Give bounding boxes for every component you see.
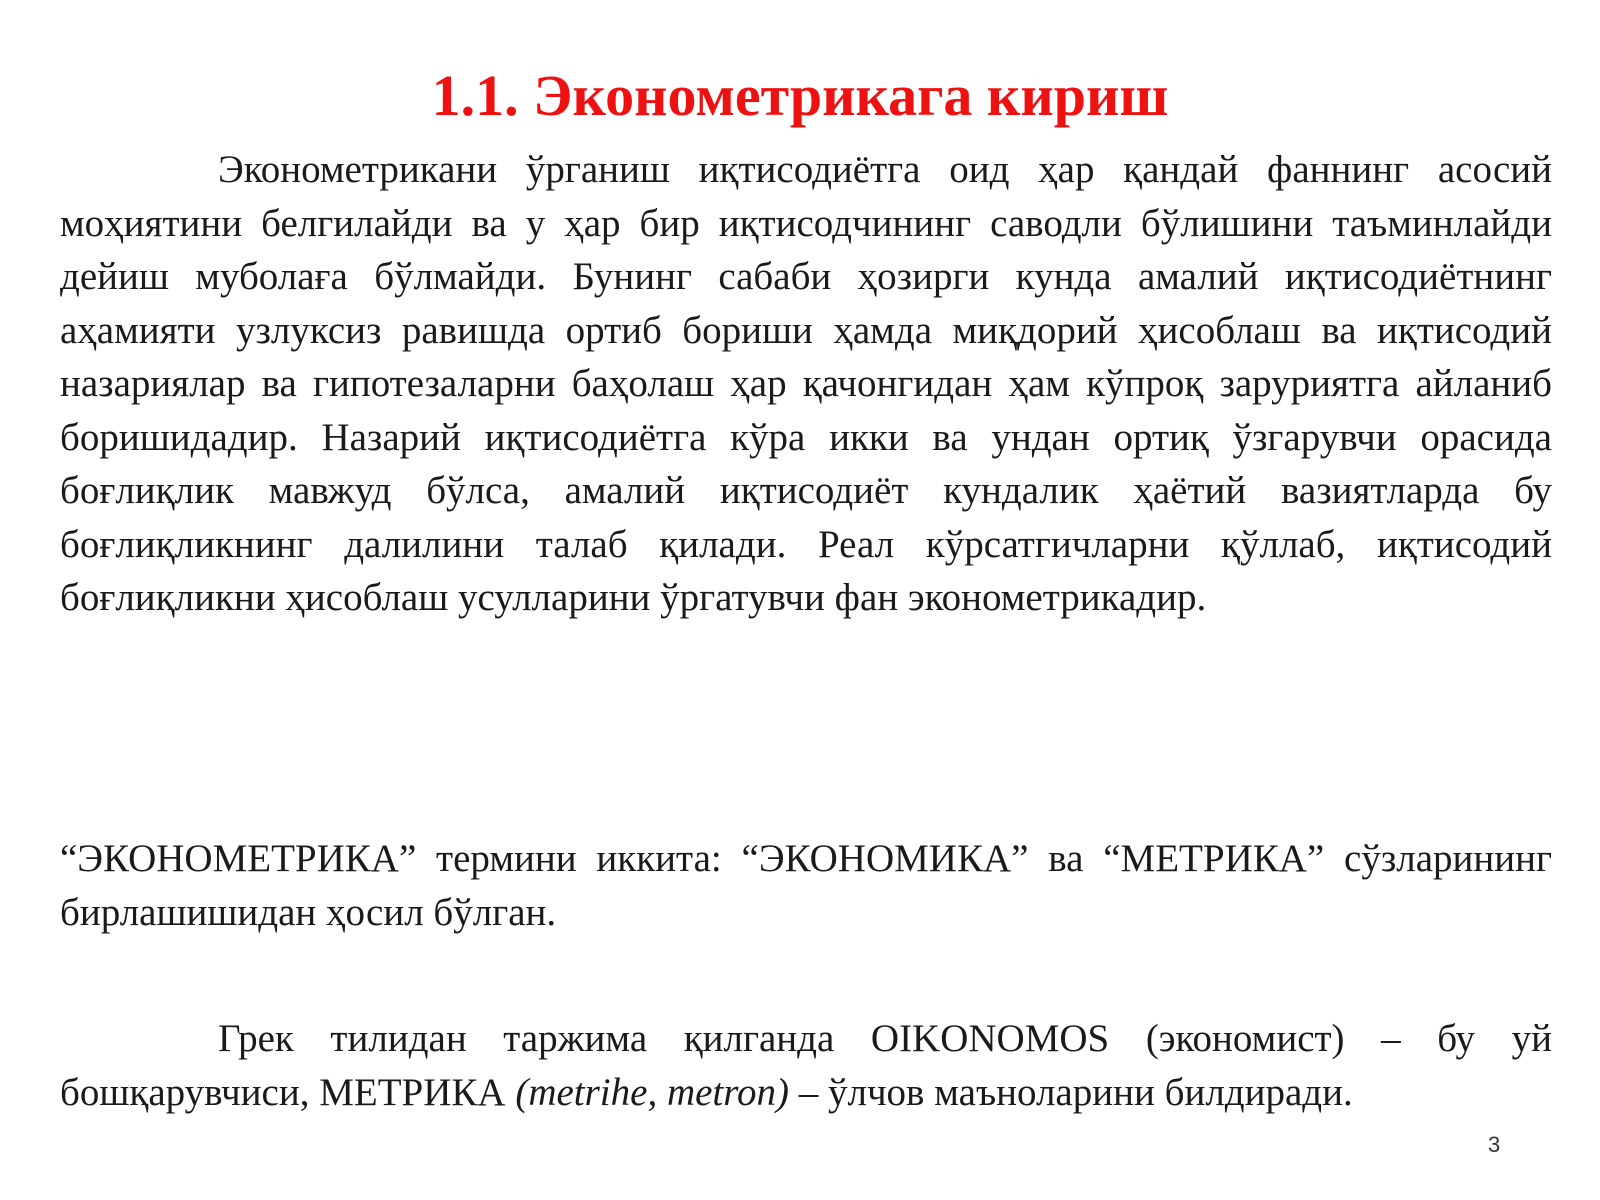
- slide-title: 1.1. Эконометрикага кириш: [431, 63, 1169, 128]
- intro-paragraph: Эконометрикани ўрганиш иқтисодиётга оид ҳар қандай фаннинг асосий моҳиятини белгилайди ва у ҳар бир иқтисодчининг саводли бўлишини таъминлайди дейиш муболаға бўлмайди. Бунинг сабаби ҳозирги кунда амалий иқтисодиётнинг аҳамияти узлуксиз равишда ортиб бориши ҳамда миқдорий ҳисоблаш ва иқтисодий назариялар ва гипотезаларни баҳолаш ҳар қачонгидан ҳам кўпроқ заруриятга айланиб боришидадир. Назарий иқтисодиётга кўра икки ва ундан ортиқ ўзгарувчи орасида боғлиқлик мавжуд бўлса, амалий иқтисодиёт кундалик ҳаётий вазиятларда бу боғлиқликнинг далилини талаб қилади. Реал кўрсатгичларни қўллаб, иқтисодий боғлиқликни ҳисоблаш усулларини ўргатувчи фан эконометрикадир.: [60, 148, 1552, 619]
- page-number: 3: [1488, 1132, 1501, 1157]
- greek-terms-italic: (metrihe, metron): [515, 1070, 789, 1114]
- greek-translation-paragraph: [60, 1012, 1552, 1119]
- greek-translation-text-start: Грек тилидан таржима қилганда OIKONOMOS (экономист) – бу уй бошқарувчиси, МЕТРИКА: [60, 1017, 1552, 1114]
- term-origin-paragraph: “ЭКОНОМЕТРИКА” термини иккита: “ЭКОНОМИКА” ва “МЕТРИКА” сўзларининг бирлашишидан ҳосил бўлган.: [60, 837, 1552, 934]
- greek-translation-text-end: – ўлчов маъноларини билдиради.: [788, 1070, 1353, 1114]
